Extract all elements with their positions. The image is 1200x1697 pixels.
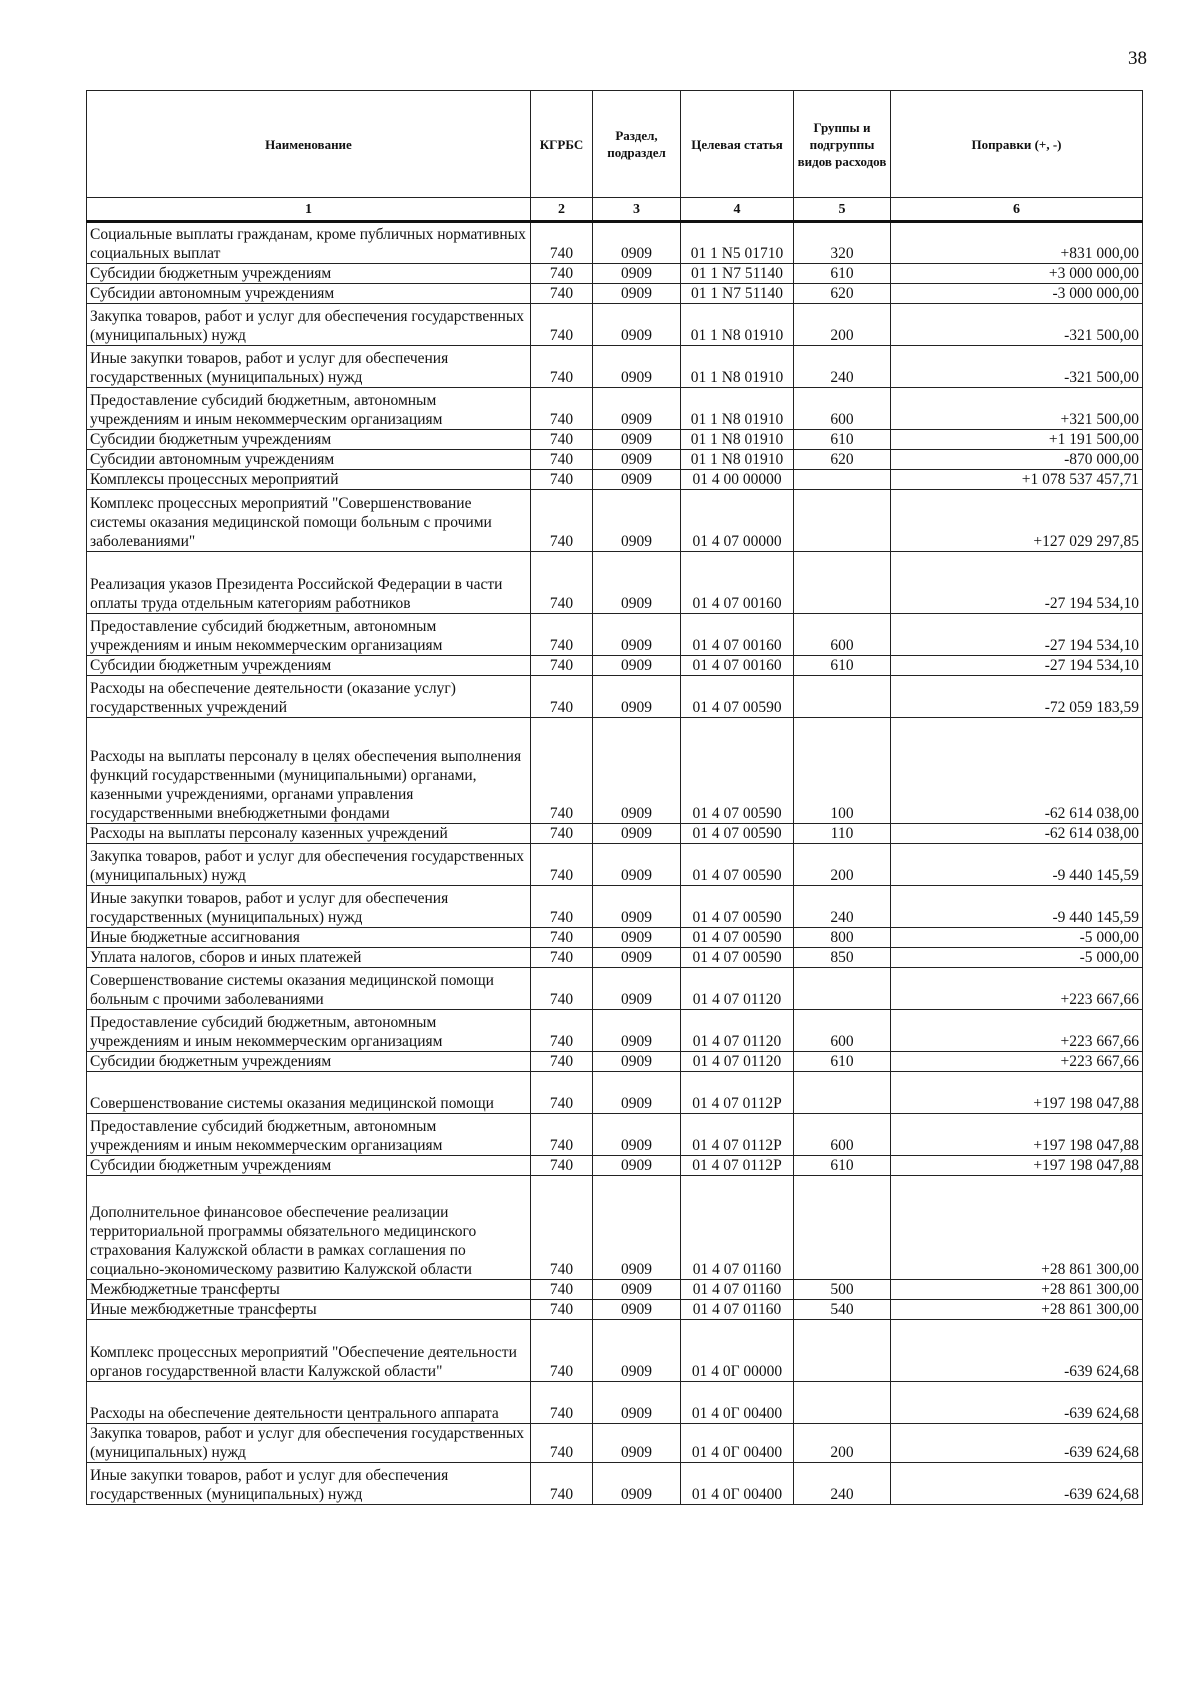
cell-razdel: 0909 — [593, 948, 681, 968]
cell-razdel: 0909 — [593, 1156, 681, 1176]
cell-name: Иные закупки товаров, работ и услуг для обеспечения государственных (муниципальных) нужд — [87, 886, 531, 928]
cell-celevaya: 01 4 07 00590 — [681, 676, 794, 718]
cell-popravki: +28 861 300,00 — [891, 1176, 1143, 1280]
cell-popravki: +1 078 537 457,71 — [891, 470, 1143, 490]
cell-popravki: -321 500,00 — [891, 346, 1143, 388]
cell-kgrbs: 740 — [531, 388, 593, 430]
cell-kgrbs: 740 — [531, 222, 593, 264]
cell-gruppy: 320 — [794, 222, 891, 264]
table-row — [87, 1156, 1143, 1176]
table-row — [87, 928, 1143, 948]
table-row — [87, 1300, 1143, 1320]
cell-kgrbs: 740 — [531, 1424, 593, 1463]
cell-name: Комплекс процессных мероприятий "Совершенствование системы оказания медицинской помощи больным с прочими заболеваниями" — [87, 490, 531, 552]
cell-popravki: +223 667,66 — [891, 1010, 1143, 1052]
cell-gruppy: 610 — [794, 1052, 891, 1072]
cell-name: Закупка товаров, работ и услуг для обеспечения государственных (муниципальных) нужд — [87, 1424, 531, 1463]
cell-popravki: +28 861 300,00 — [891, 1280, 1143, 1300]
cell-gruppy: 610 — [794, 656, 891, 676]
table-row — [87, 450, 1143, 470]
cell-popravki: +197 198 047,88 — [891, 1072, 1143, 1114]
cell-celevaya: 01 4 07 01120 — [681, 1052, 794, 1072]
table-row — [87, 1176, 1143, 1280]
cell-gruppy: 600 — [794, 388, 891, 430]
table-row — [87, 1114, 1143, 1156]
cell-gruppy: 240 — [794, 886, 891, 928]
cell-razdel: 0909 — [593, 552, 681, 614]
cell-gruppy: 800 — [794, 928, 891, 948]
table-row — [87, 388, 1143, 430]
column-number: 4 — [681, 198, 794, 222]
header-row — [87, 91, 1143, 198]
cell-name: Субсидии бюджетным учреждениям — [87, 1156, 531, 1176]
cell-celevaya: 01 4 00 00000 — [681, 470, 794, 490]
header-celevaya: Целевая статья — [681, 91, 794, 198]
table-row — [87, 264, 1143, 284]
cell-kgrbs: 740 — [531, 1176, 593, 1280]
cell-gruppy — [794, 1320, 891, 1382]
cell-razdel: 0909 — [593, 886, 681, 928]
cell-gruppy: 600 — [794, 1114, 891, 1156]
cell-celevaya: 01 4 0Г 00400 — [681, 1382, 794, 1424]
cell-popravki: -27 194 534,10 — [891, 656, 1143, 676]
header-gruppy: Группы и подгруппы видов расходов — [794, 91, 891, 198]
header-razdel: Раздел, подраздел — [593, 91, 681, 198]
cell-popravki: -639 624,68 — [891, 1424, 1143, 1463]
cell-kgrbs: 740 — [531, 1010, 593, 1052]
cell-celevaya: 01 4 07 00590 — [681, 844, 794, 886]
table-row — [87, 676, 1143, 718]
cell-name: Комплекс процессных мероприятий "Обеспечение деятельности органов государственной власти Калужской области" — [87, 1320, 531, 1382]
cell-celevaya: 01 1 N7 51140 — [681, 264, 794, 284]
cell-gruppy: 200 — [794, 844, 891, 886]
cell-name: Предоставление субсидий бюджетным, автономным учреждениям и иным некоммерческим организациям — [87, 1010, 531, 1052]
cell-gruppy: 610 — [794, 1156, 891, 1176]
cell-name: Социальные выплаты гражданам, кроме публичных нормативных социальных выплат — [87, 222, 531, 264]
cell-razdel: 0909 — [593, 718, 681, 824]
cell-celevaya: 01 4 0Г 00000 — [681, 1320, 794, 1382]
cell-name: Расходы на выплаты персоналу в целях обеспечения выполнения функций государственными (муниципальными) органами, казенными учреждениями, органами управления государственными внебюджетными фондами — [87, 718, 531, 824]
cell-celevaya: 01 1 N8 01910 — [681, 430, 794, 450]
cell-gruppy — [794, 1382, 891, 1424]
cell-celevaya: 01 4 07 00590 — [681, 824, 794, 844]
cell-kgrbs: 740 — [531, 490, 593, 552]
table-row — [87, 552, 1143, 614]
cell-name: Расходы на выплаты персоналу казенных учреждений — [87, 824, 531, 844]
cell-gruppy: 500 — [794, 1280, 891, 1300]
cell-celevaya: 01 4 07 0112Р — [681, 1072, 794, 1114]
table-row — [87, 222, 1143, 264]
cell-celevaya: 01 4 07 00590 — [681, 718, 794, 824]
table-row — [87, 470, 1143, 490]
cell-name: Комплексы процессных мероприятий — [87, 470, 531, 490]
cell-popravki: +1 191 500,00 — [891, 430, 1143, 450]
cell-razdel: 0909 — [593, 1382, 681, 1424]
cell-gruppy: 620 — [794, 450, 891, 470]
cell-name: Субсидии бюджетным учреждениям — [87, 430, 531, 450]
table-row — [87, 948, 1143, 968]
cell-gruppy — [794, 1072, 891, 1114]
cell-gruppy — [794, 490, 891, 552]
cell-celevaya: 01 1 N8 01910 — [681, 346, 794, 388]
cell-kgrbs: 740 — [531, 450, 593, 470]
cell-name: Субсидии автономным учреждениям — [87, 450, 531, 470]
cell-popravki: +127 029 297,85 — [891, 490, 1143, 552]
column-number-row — [87, 198, 1143, 222]
cell-razdel: 0909 — [593, 1463, 681, 1505]
cell-popravki: -3 000 000,00 — [891, 284, 1143, 304]
cell-name: Дополнительное финансовое обеспечение реализации территориальной программы обязательного медицинского страхования Калужской области в рамках соглашения по социально-экономическому развитию Калужской области — [87, 1176, 531, 1280]
header-kgrbs: КГРБС — [531, 91, 593, 198]
table-row — [87, 1463, 1143, 1505]
cell-gruppy: 100 — [794, 718, 891, 824]
cell-popravki: -639 624,68 — [891, 1382, 1143, 1424]
cell-popravki: -5 000,00 — [891, 948, 1143, 968]
cell-gruppy — [794, 1176, 891, 1280]
cell-name: Иные закупки товаров, работ и услуг для обеспечения государственных (муниципальных) нужд — [87, 1463, 531, 1505]
cell-kgrbs: 740 — [531, 346, 593, 388]
cell-popravki: -27 194 534,10 — [891, 614, 1143, 656]
cell-popravki: -72 059 183,59 — [891, 676, 1143, 718]
table-row — [87, 614, 1143, 656]
cell-name: Иные закупки товаров, работ и услуг для обеспечения государственных (муниципальных) нужд — [87, 346, 531, 388]
cell-razdel: 0909 — [593, 1280, 681, 1300]
cell-gruppy — [794, 552, 891, 614]
cell-name: Реализация указов Президента Российской Федерации в части оплаты труда отдельным категориям работников — [87, 552, 531, 614]
cell-kgrbs: 740 — [531, 968, 593, 1010]
table-row — [87, 968, 1143, 1010]
cell-celevaya: 01 1 N5 01710 — [681, 222, 794, 264]
table-row — [87, 886, 1143, 928]
cell-razdel: 0909 — [593, 1010, 681, 1052]
cell-razdel: 0909 — [593, 1052, 681, 1072]
cell-celevaya: 01 4 07 00160 — [681, 552, 794, 614]
cell-popravki: -639 624,68 — [891, 1320, 1143, 1382]
cell-razdel: 0909 — [593, 844, 681, 886]
cell-popravki: +321 500,00 — [891, 388, 1143, 430]
table-row — [87, 1072, 1143, 1114]
cell-kgrbs: 740 — [531, 1156, 593, 1176]
cell-gruppy — [794, 470, 891, 490]
cell-name: Межбюджетные трансферты — [87, 1280, 531, 1300]
table-row — [87, 346, 1143, 388]
table-row — [87, 844, 1143, 886]
cell-kgrbs: 740 — [531, 824, 593, 844]
cell-gruppy: 600 — [794, 614, 891, 656]
cell-gruppy: 200 — [794, 1424, 891, 1463]
cell-name: Закупка товаров, работ и услуг для обеспечения государственных (муниципальных) нужд — [87, 304, 531, 346]
table-row — [87, 490, 1143, 552]
cell-celevaya: 01 1 N8 01910 — [681, 388, 794, 430]
cell-razdel: 0909 — [593, 304, 681, 346]
table-body — [87, 222, 1143, 1505]
cell-celevaya: 01 1 N7 51140 — [681, 284, 794, 304]
cell-gruppy — [794, 676, 891, 718]
column-number: 2 — [531, 198, 593, 222]
cell-name: Иные бюджетные ассигнования — [87, 928, 531, 948]
cell-popravki: +197 198 047,88 — [891, 1114, 1143, 1156]
cell-celevaya: 01 4 07 01120 — [681, 968, 794, 1010]
cell-razdel: 0909 — [593, 222, 681, 264]
cell-kgrbs: 740 — [531, 1072, 593, 1114]
cell-celevaya: 01 4 07 00590 — [681, 948, 794, 968]
cell-celevaya: 01 4 07 00000 — [681, 490, 794, 552]
table-row — [87, 1280, 1143, 1300]
cell-gruppy: 200 — [794, 304, 891, 346]
cell-razdel: 0909 — [593, 470, 681, 490]
cell-gruppy: 610 — [794, 264, 891, 284]
cell-razdel: 0909 — [593, 430, 681, 450]
header-popravki: Поправки (+, -) — [891, 91, 1143, 198]
cell-name: Субсидии автономным учреждениям — [87, 284, 531, 304]
cell-name: Расходы на обеспечение деятельности (оказание услуг) государственных учреждений — [87, 676, 531, 718]
header-name: Наименование — [87, 91, 531, 198]
cell-celevaya: 01 4 0Г 00400 — [681, 1463, 794, 1505]
cell-razdel: 0909 — [593, 264, 681, 284]
table-row — [87, 824, 1143, 844]
cell-gruppy: 540 — [794, 1300, 891, 1320]
column-number: 1 — [87, 198, 531, 222]
cell-kgrbs: 740 — [531, 948, 593, 968]
cell-kgrbs: 740 — [531, 264, 593, 284]
cell-kgrbs: 740 — [531, 284, 593, 304]
cell-celevaya: 01 4 07 0112Р — [681, 1156, 794, 1176]
cell-kgrbs: 740 — [531, 676, 593, 718]
cell-kgrbs: 740 — [531, 1280, 593, 1300]
cell-gruppy: 240 — [794, 1463, 891, 1505]
table-row — [87, 656, 1143, 676]
cell-name: Предоставление субсидий бюджетным, автономным учреждениям и иным некоммерческим организациям — [87, 1114, 531, 1156]
cell-kgrbs: 740 — [531, 430, 593, 450]
cell-razdel: 0909 — [593, 490, 681, 552]
cell-popravki: +223 667,66 — [891, 1052, 1143, 1072]
cell-name: Закупка товаров, работ и услуг для обеспечения государственных (муниципальных) нужд — [87, 844, 531, 886]
cell-gruppy: 600 — [794, 1010, 891, 1052]
cell-name: Субсидии бюджетным учреждениям — [87, 264, 531, 284]
cell-gruppy — [794, 968, 891, 1010]
cell-razdel: 0909 — [593, 284, 681, 304]
cell-popravki: +28 861 300,00 — [891, 1300, 1143, 1320]
cell-celevaya: 01 4 07 01120 — [681, 1010, 794, 1052]
cell-name: Субсидии бюджетным учреждениям — [87, 1052, 531, 1072]
cell-popravki: -62 614 038,00 — [891, 718, 1143, 824]
cell-popravki: -27 194 534,10 — [891, 552, 1143, 614]
cell-razdel: 0909 — [593, 450, 681, 470]
cell-name: Совершенствование системы оказания медицинской помощи больным с прочими заболеваниями — [87, 968, 531, 1010]
cell-name: Субсидии бюджетным учреждениям — [87, 656, 531, 676]
cell-popravki: +223 667,66 — [891, 968, 1143, 1010]
cell-razdel: 0909 — [593, 1072, 681, 1114]
budget-table — [86, 90, 1143, 1505]
cell-razdel: 0909 — [593, 1114, 681, 1156]
cell-kgrbs: 740 — [531, 656, 593, 676]
cell-gruppy: 240 — [794, 346, 891, 388]
cell-celevaya: 01 4 07 01160 — [681, 1280, 794, 1300]
cell-kgrbs: 740 — [531, 304, 593, 346]
cell-popravki: -62 614 038,00 — [891, 824, 1143, 844]
cell-name: Предоставление субсидий бюджетным, автономным учреждениям и иным некоммерческим организациям — [87, 614, 531, 656]
column-number: 6 — [891, 198, 1143, 222]
cell-name: Расходы на обеспечение деятельности центрального аппарата — [87, 1382, 531, 1424]
cell-razdel: 0909 — [593, 1176, 681, 1280]
cell-kgrbs: 740 — [531, 1320, 593, 1382]
cell-popravki: -321 500,00 — [891, 304, 1143, 346]
cell-popravki: -5 000,00 — [891, 928, 1143, 948]
cell-name: Уплата налогов, сборов и иных платежей — [87, 948, 531, 968]
cell-name: Иные межбюджетные трансферты — [87, 1300, 531, 1320]
cell-razdel: 0909 — [593, 824, 681, 844]
cell-kgrbs: 740 — [531, 470, 593, 490]
cell-razdel: 0909 — [593, 656, 681, 676]
cell-popravki: -9 440 145,59 — [891, 844, 1143, 886]
cell-kgrbs: 740 — [531, 552, 593, 614]
table-row — [87, 718, 1143, 824]
cell-gruppy: 610 — [794, 430, 891, 450]
cell-gruppy: 620 — [794, 284, 891, 304]
cell-popravki: -870 000,00 — [891, 450, 1143, 470]
cell-gruppy: 110 — [794, 824, 891, 844]
table-row — [87, 1320, 1143, 1382]
cell-kgrbs: 740 — [531, 886, 593, 928]
table-row — [87, 1424, 1143, 1463]
table-row — [87, 284, 1143, 304]
table-row — [87, 1382, 1143, 1424]
cell-razdel: 0909 — [593, 928, 681, 948]
cell-popravki: -639 624,68 — [891, 1463, 1143, 1505]
cell-celevaya: 01 4 07 00160 — [681, 656, 794, 676]
cell-celevaya: 01 1 N8 01910 — [681, 450, 794, 470]
cell-kgrbs: 740 — [531, 1463, 593, 1505]
cell-celevaya: 01 4 0Г 00400 — [681, 1424, 794, 1463]
cell-kgrbs: 740 — [531, 718, 593, 824]
cell-razdel: 0909 — [593, 1424, 681, 1463]
column-number: 5 — [794, 198, 891, 222]
cell-kgrbs: 740 — [531, 928, 593, 948]
cell-razdel: 0909 — [593, 346, 681, 388]
cell-popravki: +3 000 000,00 — [891, 264, 1143, 284]
cell-razdel: 0909 — [593, 1320, 681, 1382]
cell-kgrbs: 740 — [531, 614, 593, 656]
table-row — [87, 1052, 1143, 1072]
cell-kgrbs: 740 — [531, 1382, 593, 1424]
cell-razdel: 0909 — [593, 1300, 681, 1320]
cell-razdel: 0909 — [593, 388, 681, 430]
cell-razdel: 0909 — [593, 968, 681, 1010]
column-number: 3 — [593, 198, 681, 222]
cell-name: Совершенствование системы оказания медицинской помощи — [87, 1072, 531, 1114]
table-row — [87, 1010, 1143, 1052]
cell-popravki: +197 198 047,88 — [891, 1156, 1143, 1176]
cell-kgrbs: 740 — [531, 1300, 593, 1320]
cell-kgrbs: 740 — [531, 844, 593, 886]
cell-razdel: 0909 — [593, 676, 681, 718]
table-row — [87, 304, 1143, 346]
cell-celevaya: 01 4 07 01160 — [681, 1176, 794, 1280]
table-row — [87, 430, 1143, 450]
page-number: 38 — [1128, 48, 1147, 69]
cell-celevaya: 01 4 07 00160 — [681, 614, 794, 656]
cell-name: Предоставление субсидий бюджетным, автономным учреждениям и иным некоммерческим организациям — [87, 388, 531, 430]
cell-kgrbs: 740 — [531, 1114, 593, 1156]
cell-popravki: +831 000,00 — [891, 222, 1143, 264]
cell-razdel: 0909 — [593, 614, 681, 656]
cell-kgrbs: 740 — [531, 1052, 593, 1072]
cell-celevaya: 01 4 07 00590 — [681, 886, 794, 928]
cell-celevaya: 01 4 07 0112Р — [681, 1114, 794, 1156]
cell-popravki: -9 440 145,59 — [891, 886, 1143, 928]
cell-gruppy: 850 — [794, 948, 891, 968]
cell-celevaya: 01 4 07 01160 — [681, 1300, 794, 1320]
cell-celevaya: 01 4 07 00590 — [681, 928, 794, 948]
cell-celevaya: 01 1 N8 01910 — [681, 304, 794, 346]
